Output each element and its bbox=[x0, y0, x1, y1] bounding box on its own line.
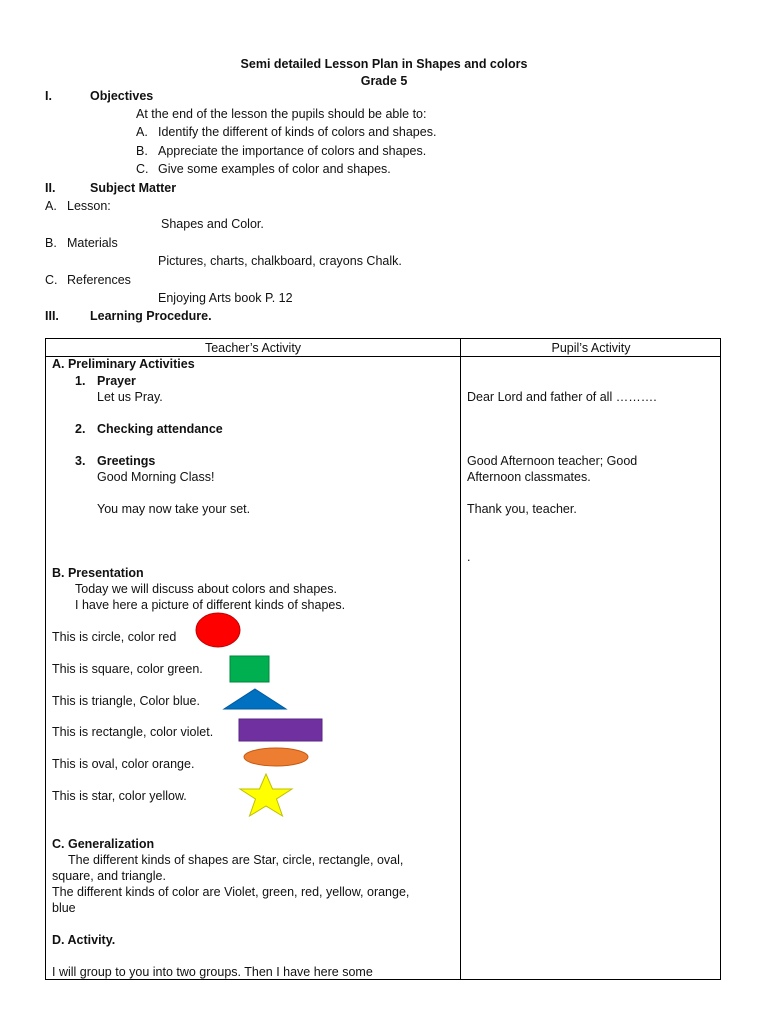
orange-oval-shape bbox=[242, 746, 310, 768]
subject-letter: B. bbox=[45, 236, 57, 250]
objective-letter: B. bbox=[136, 144, 148, 158]
activity-heading: D. Activity. bbox=[52, 933, 116, 947]
subject-value: Shapes and Color. bbox=[161, 217, 264, 231]
objective-text: Identify the different of kinds of colors and shapes. bbox=[158, 125, 437, 139]
item-number: 3. bbox=[75, 454, 86, 468]
preliminary-heading: A. Preliminary Activities bbox=[52, 357, 195, 371]
subject-label: Lesson: bbox=[67, 199, 111, 213]
pupil-prayer: Dear Lord and father of all ………. bbox=[467, 390, 657, 404]
document-title: Semi detailed Lesson Plan in Shapes and colors bbox=[240, 57, 528, 71]
pupil-activity-header: Pupil’s Activity bbox=[551, 341, 631, 355]
subject-value: Enjoying Arts book P. 12 bbox=[158, 291, 293, 305]
teacher-activity-header: Teacher’s Activity bbox=[204, 341, 302, 355]
greetings-text: Good Morning Class! bbox=[97, 470, 215, 484]
seat-text: You may now take your set. bbox=[97, 502, 251, 516]
objective-letter: A. bbox=[136, 125, 148, 139]
section-numeral: III. bbox=[45, 309, 59, 323]
prayer-title: Prayer bbox=[97, 374, 136, 388]
shape-caption-oval: This is oval, color orange. bbox=[52, 757, 195, 771]
violet-rectangle-shape bbox=[238, 718, 324, 743]
generalization-line: The different kinds of shapes are Star, circle, rectangle, oval, bbox=[68, 853, 404, 867]
pupil-greeting-line: Afternoon classmates. bbox=[467, 470, 591, 484]
pupil-greeting-line: Good Afternoon teacher; Good bbox=[467, 454, 638, 468]
section-numeral: II. bbox=[45, 181, 56, 195]
shape-caption-star: This is star, color yellow. bbox=[52, 789, 187, 803]
column-divider bbox=[460, 339, 461, 979]
presentation-line: Today we will discuss about colors and shapes. bbox=[75, 582, 337, 596]
generalization-line: square, and triangle. bbox=[52, 869, 166, 883]
subject-value: Pictures, charts, chalkboard, crayons Chalk. bbox=[158, 254, 402, 268]
presentation-heading: B. Presentation bbox=[52, 566, 144, 580]
green-square-shape bbox=[229, 655, 271, 683]
subject-letter: C. bbox=[45, 273, 58, 287]
item-number: 2. bbox=[75, 422, 86, 436]
generalization-heading: C. Generalization bbox=[52, 837, 155, 851]
subject-label: Materials bbox=[67, 236, 118, 250]
yellow-star-shape bbox=[236, 772, 296, 818]
subject-matter-heading: Subject Matter bbox=[90, 181, 177, 195]
procedure-heading: Learning Procedure. bbox=[90, 309, 212, 323]
prayer-text: Let us Pray. bbox=[97, 390, 163, 404]
shape-caption-triangle: This is triangle, Color blue. bbox=[52, 694, 200, 708]
shape-caption-square: This is square, color green. bbox=[52, 662, 203, 676]
objective-text: Appreciate the importance of colors and shapes. bbox=[158, 144, 427, 158]
red-circle-shape bbox=[194, 611, 242, 649]
pupil-thanks: Thank you, teacher. bbox=[467, 502, 577, 516]
subject-letter: A. bbox=[45, 199, 57, 213]
generalization-line: The different kinds of color are Violet, green, red, yellow, orange, bbox=[52, 885, 410, 899]
blue-triangle-shape bbox=[222, 687, 288, 711]
shape-caption-circle: This is circle, color red bbox=[52, 630, 177, 644]
attendance-title: Checking attendance bbox=[97, 422, 223, 436]
subject-label: References bbox=[67, 273, 131, 287]
item-number: 1. bbox=[75, 374, 86, 388]
objectives-heading: Objectives bbox=[90, 89, 154, 103]
activity-line: I will group to you into two groups. Then I have here some bbox=[52, 965, 373, 979]
generalization-line: blue bbox=[52, 901, 76, 915]
shape-caption-rectangle: This is rectangle, color violet. bbox=[52, 725, 214, 739]
greetings-title: Greetings bbox=[97, 454, 156, 468]
section-numeral: I. bbox=[45, 89, 52, 103]
document-grade: Grade 5 bbox=[360, 74, 408, 88]
objective-text: Give some examples of color and shapes. bbox=[158, 162, 391, 176]
objectives-intro: At the end of the lesson the pupils should be able to: bbox=[136, 107, 427, 121]
presentation-line: I have here a picture of different kinds of shapes. bbox=[75, 598, 346, 612]
pupil-dot: . bbox=[467, 550, 471, 564]
objective-letter: C. bbox=[136, 162, 149, 176]
